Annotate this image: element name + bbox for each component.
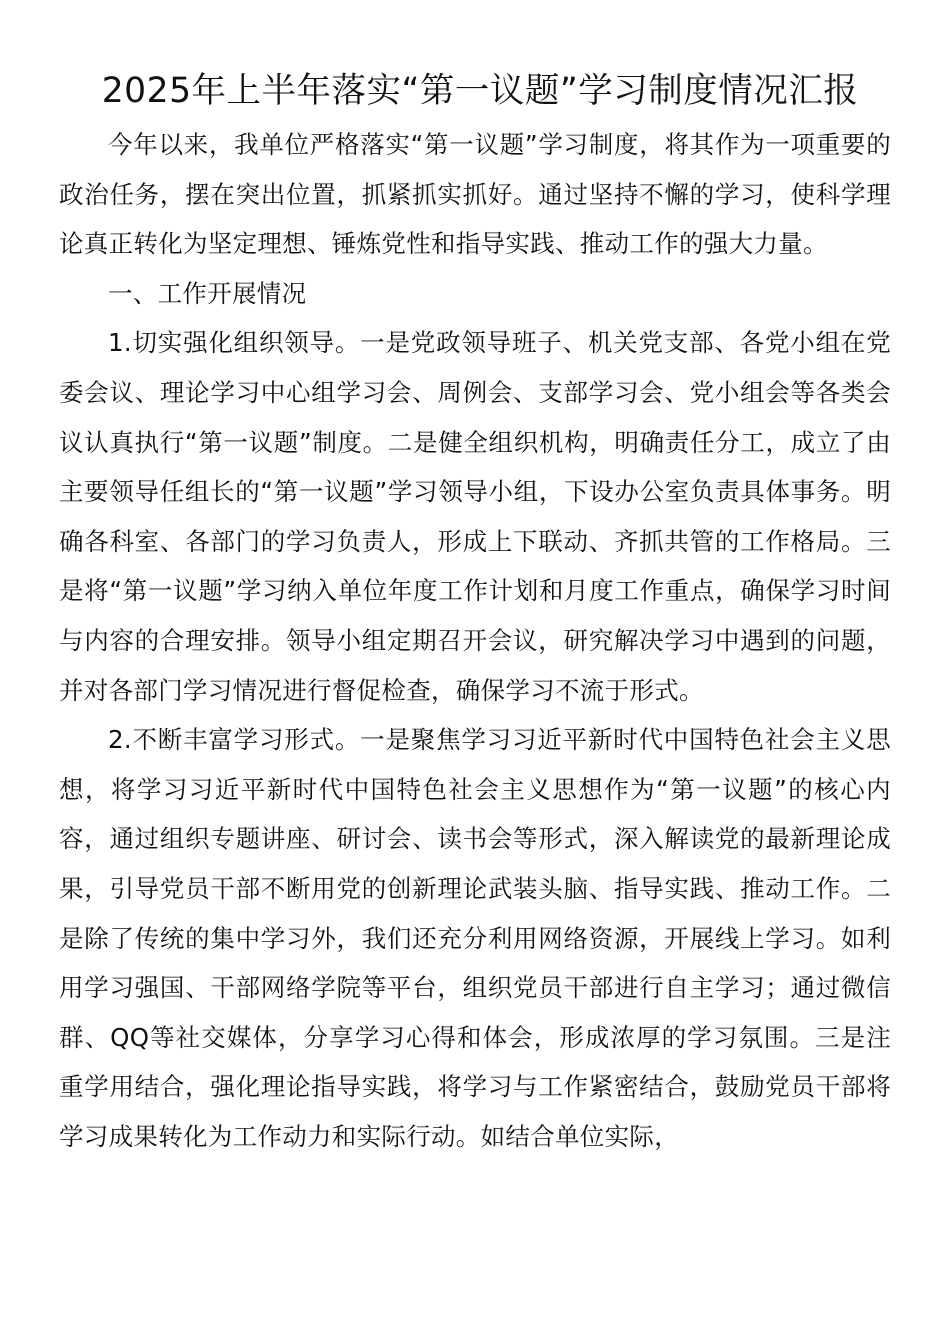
point-1-paragraph: 1.切实强化组织领导。一是党政领导班子、机关党支部、各党小组在党委会议、理论学习中心组学习会、周例会、支部学习会、党小组会等各类会议认真执行“第一议题”制度。二是健全组织机构，明确责任分工，成立了由主要领导任组长的“第一议题”学习领导小组，下设办公室负责具体事务。明确各科室、各部门的学习负责人，形成上下联动、齐抓共管的工作格局。三是将“第一议题”学习纳入单位年度工作计划和月度工作重点，确保学习时间与内容的合理安排。领导小组定期召开会议，研究解决学习中遇到的问题，并对各部门学习情况进行督促检查，确保学习不流于形式。 — [59, 328, 891, 705]
document-page — [59, 62, 891, 1161]
document-title: 2025年上半年落实“第一议题”学习制度情况汇报 — [101, 71, 859, 111]
intro-paragraph: 今年以来，我单位严格落实“第一议题”学习制度，将其作为一项重要的政治任务，摆在突出位置，抓紧抓实抓好。通过坚持不懈的学习，使科学理论真正转化为坚定理想、锤炼党性和指导实践、推动工作的强大力量。 — [59, 130, 891, 259]
section-heading: 一、工作开展情况 — [108, 278, 307, 308]
point-2-paragraph: 2.不断丰富学习形式。一是聚焦学习习近平新时代中国特色社会主义思想，将学习习近平新时代中国特色社会主义思想作为“第一议题”的核心内容，通过组织专题讲座、研讨会、读书会等形式，深入解读党的最新理论成果，引导党员干部不断用党的创新理论武装头脑、指导实践、推动工作。二是除了传统的集中学习外，我们还充分利用网络资源，开展线上学习。如利用学习强国、干部网络学院等平台，组织党员干部进行自主学习；通过微信群、QQ等社交媒体，分享学习心得和体会，形成浓厚的学习氛围。三是注重学用结合，强化理论指导实践，将学习与工作紧密结合，鼓励党员干部将学习成果转化为工作动力和实际行动。如结合单位实际， — [59, 725, 891, 1151]
